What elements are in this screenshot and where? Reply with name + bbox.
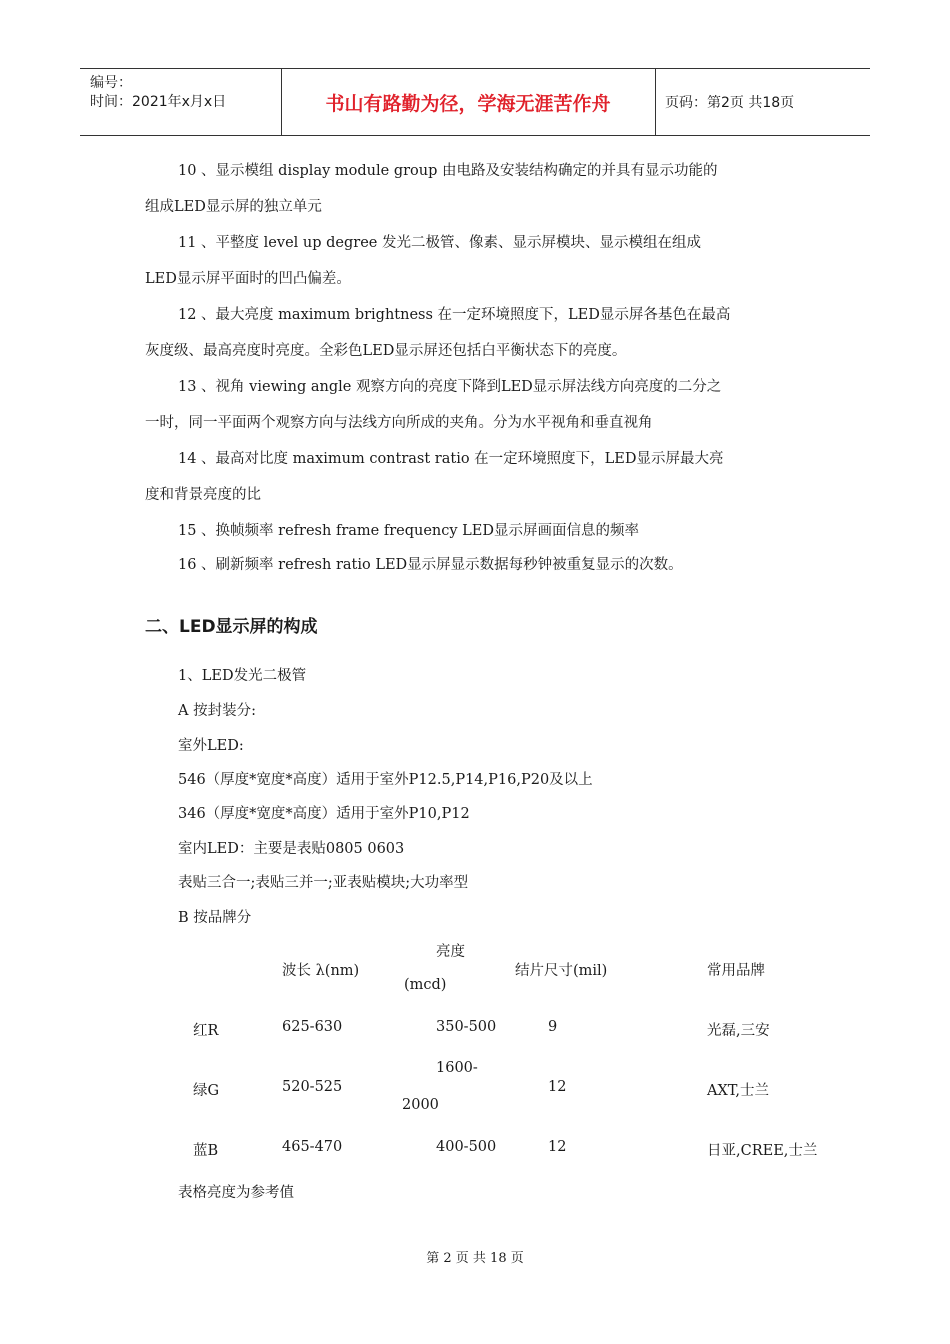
definition-rest: 度和背景亮度的比 [145,487,261,503]
definition-rest: 灰度级、最高亮度时亮度。全彩色LED显示屏还包括白平衡状态下的亮度。 [145,343,627,359]
definition-16 [145,547,810,583]
header-meta [80,69,282,135]
definition-rest: LED显示屏平面时的凹凸偏差。 [145,271,351,287]
definition-first-line: 11 、平整度 level up degree 发光二极管、像素、显示屏模块、显示模组在组成 [178,235,701,251]
text-line: 表贴三合一;表贴三并一;亚表贴模块;大功率型 [178,875,469,891]
text-line: 室内LED：主要是表贴0805 0603 [178,841,405,857]
row-blue-brightness: 400-500 [436,1139,497,1155]
row-green-brightness-cont: 2000 [402,1097,439,1113]
definition-first-line: 14 、最高对比度 maximum contrast ratio 在一定环境照度下，LED显示屏最大亮 [178,451,724,467]
definition-rest: 组成LED显示屏的独立单元 [145,199,322,215]
row-green-brightness: 1600- [436,1060,478,1076]
definition-first-line: 16 、刷新频率 refresh ratio LED显示屏显示数据每秒钟被重复显示的次数。 [178,557,683,573]
header-wavelength: 波长 λ(nm) [282,963,360,979]
row-green-wavelength: 520-525 [282,1079,343,1095]
text-line: 室外LED: [178,738,244,754]
header-brand: 常用品牌 [707,963,765,979]
table-note: 表格亮度为参考值 [178,1185,294,1201]
row-red-wavelength: 625-630 [282,1019,343,1035]
page-footer: 第 2 页 共 18 页 [426,1251,524,1266]
header-brightness: 亮度 [436,944,465,960]
header-chip-size: 结片尺寸(mil) [515,963,608,979]
text-line: B 按品牌分 [178,910,252,926]
text-line: 546（厚度*宽度*高度）适用于室外P12.5,P14,P16,P20及以上 [178,772,593,788]
definition-10 [145,153,810,225]
definition-15 [145,513,810,549]
row-red-brand: 光磊,三安 [707,1023,770,1039]
text-line: A 按封装分: [178,703,256,719]
row-blue-wavelength: 465-470 [282,1139,343,1155]
row-green-color: 绿G [193,1083,220,1099]
header-brightness-unit: (mcd) [404,977,447,993]
definition-12 [145,297,810,369]
definition-first-line: 13 、视角 viewing angle 观察方向的亮度下降到LED显示屏法线方向亮度的二分之 [178,379,722,395]
row-green-chip: 12 [548,1079,567,1095]
row-blue-chip: 12 [548,1139,567,1155]
row-red-brightness: 350-500 [436,1019,497,1035]
row-blue-color: 蓝B [193,1143,219,1159]
text-line: 1、LED发光二极管 [178,668,307,684]
page-label: 页码：第2页 共18页 [665,95,795,111]
definition-first-line: 10 、显示模组 display module group 由电路及安装结构确定的并具有显示功能的 [178,163,718,179]
motto: 书山有路勤为径，学海无涯苦作舟 [281,69,656,135]
row-blue-brand: 日亚,CREE,士兰 [707,1143,818,1159]
definition-first-line: 12 、最大亮度 maximum brightness 在一定环境照度下，LED显示屏各基色在最高 [178,307,731,323]
definition-14 [145,441,810,513]
row-red-color: 红R [193,1023,219,1039]
section-title: 二、LED显示屏的构成 [145,617,318,637]
page-header [80,68,870,136]
row-green-brand: AXT,士兰 [707,1083,769,1099]
definition-first-line: 15 、换帧频率 refresh frame frequency LED显示屏画面信息的频率 [178,523,640,539]
number-label: 编号： [90,75,132,91]
time-label: 时间：2021年x月x日 [90,94,227,110]
definition-rest: 一时，同一平面两个观察方向与法线方向所成的夹角。分为水平视角和垂直视角 [145,415,653,431]
definition-11 [145,225,810,297]
row-red-chip: 9 [548,1019,558,1035]
definition-13 [145,369,810,441]
text-line: 346（厚度*宽度*高度）适用于室外P10,P12 [178,806,470,822]
